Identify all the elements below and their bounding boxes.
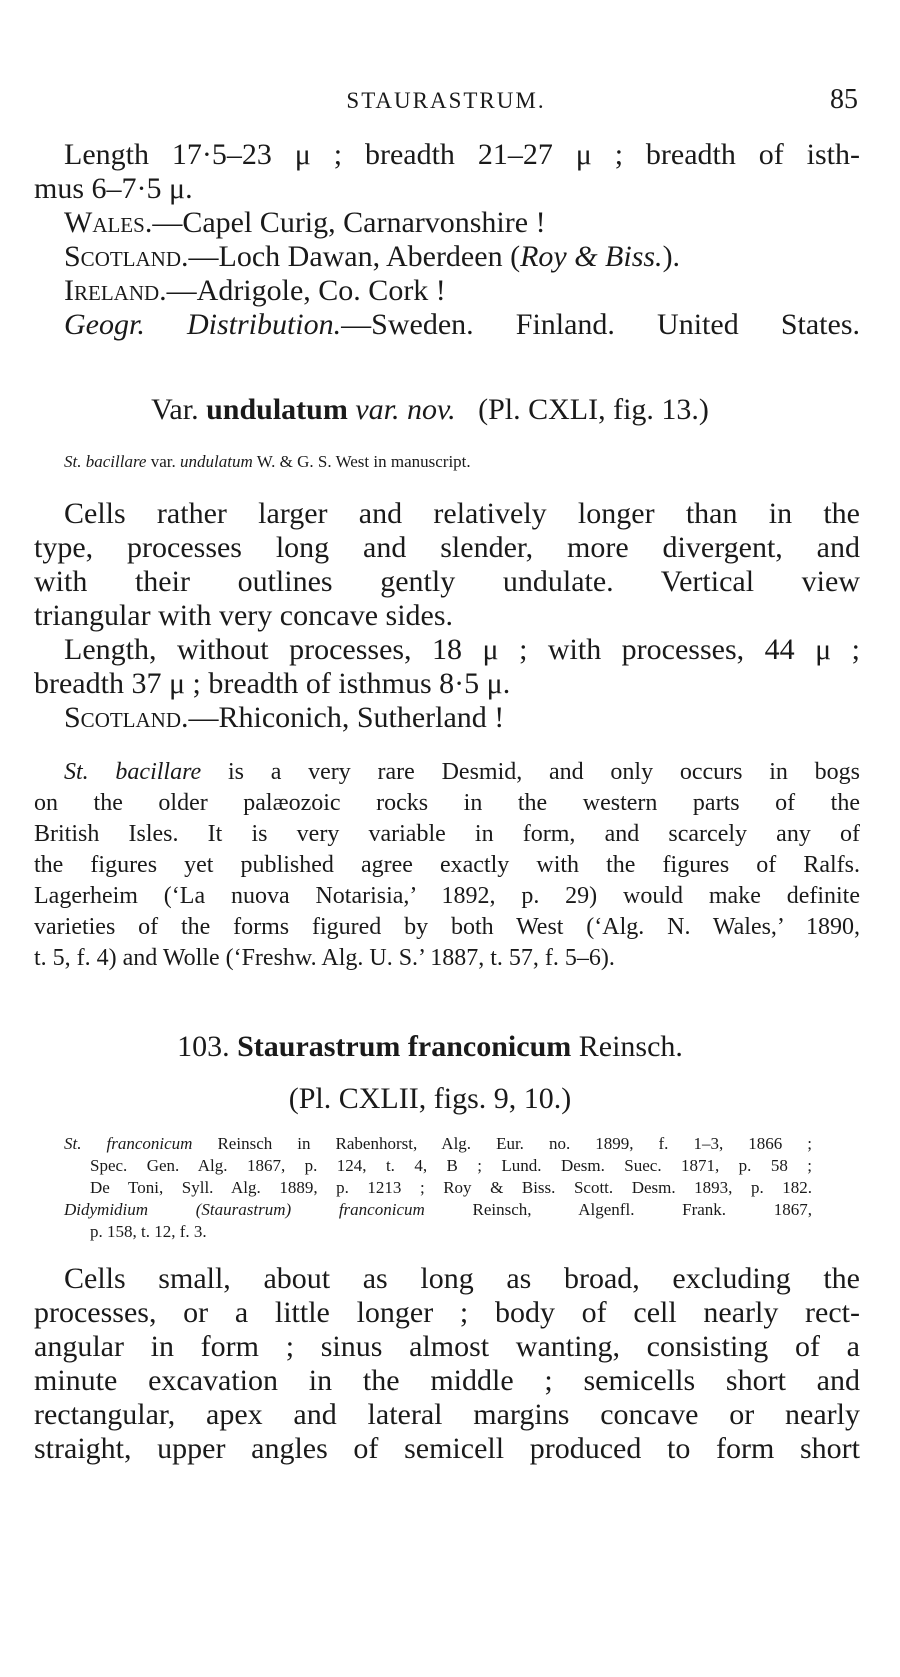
synonym-name: St. franconicum bbox=[64, 1134, 193, 1153]
note-text: is a very rare Desmid, and only occurs in bogs bbox=[227, 759, 860, 785]
text-line: Lagerheim (‘La nuova Notarisia,’ 1892, p. 29) would make definite bbox=[34, 883, 860, 909]
locality-wales bbox=[34, 206, 860, 240]
synonym-text: W. & G. S. West in manuscript. bbox=[256, 452, 471, 471]
locality-text: —Adrigole, Co. Cork ! bbox=[166, 274, 446, 307]
variety-synonym bbox=[64, 451, 704, 473]
synonymy-block bbox=[64, 1133, 812, 1243]
remarks-note bbox=[34, 757, 860, 974]
species-heading bbox=[0, 1030, 860, 1064]
synonym-name: Didymidium (Staurastrum) franconicum bbox=[64, 1200, 425, 1219]
text-line: British Isles. It is very variable in form, and scarcely any of bbox=[34, 821, 860, 847]
locality-text: —Loch Dawan, Aberdeen ( bbox=[188, 240, 521, 273]
synonym-text: Reinsch, Algenfl. Frank. 1867, bbox=[472, 1200, 813, 1219]
synonym-text: var. bbox=[150, 452, 176, 471]
locality-text: —Capel Curig, Carnarvonshire ! bbox=[152, 206, 546, 239]
species-name: St. bacillare bbox=[64, 759, 202, 785]
variety-heading bbox=[0, 393, 860, 427]
locality-text: ). bbox=[662, 240, 681, 273]
var-status: var. nov. bbox=[355, 393, 456, 426]
text-line: with their outlines gently undulate. Vertical view bbox=[34, 565, 860, 598]
authority: Roy & Biss. bbox=[520, 240, 663, 273]
region-label: Scotland. bbox=[64, 240, 189, 273]
text-line: rectangular, apex and lateral margins concave or nearly bbox=[34, 1398, 860, 1431]
distribution-label: Geogr. Distribution. bbox=[64, 308, 342, 341]
locality-scotland bbox=[34, 240, 860, 274]
geographic-distribution bbox=[34, 308, 860, 342]
locality-scotland bbox=[34, 701, 860, 735]
text-line: Cells small, about as long as broad, excluding the bbox=[64, 1262, 860, 1295]
text-line: straight, upper angles of semicell produced to form short bbox=[34, 1432, 860, 1465]
text-line: Cells rather larger and relatively longer than in the bbox=[64, 497, 860, 530]
synonymy-line: p. 158, t. 12, f. 3. bbox=[90, 1222, 207, 1241]
locality-ireland bbox=[34, 274, 860, 308]
synonymy-line bbox=[64, 1199, 812, 1221]
text-line: minute excavation in the middle ; semicells short and bbox=[34, 1364, 860, 1397]
synonymy-line: De Toni, Syll. Alg. 1889, p. 1213 ; Roy & Biss. Scott. Desm. 1893, p. 182. bbox=[90, 1178, 812, 1197]
var-prefix: Var. bbox=[151, 393, 199, 426]
synonymy-line: Spec. Gen. Alg. 1867, p. 124, t. 4, B ; Lund. Desm. Suec. 1871, p. 58 ; bbox=[90, 1156, 812, 1175]
page-header bbox=[34, 82, 858, 122]
variety-description bbox=[34, 497, 860, 735]
species-author: Reinsch. bbox=[578, 1030, 683, 1063]
running-title: STAURASTRUM. bbox=[346, 88, 546, 113]
text-line: Length, without processes, 18 μ ; with processes, 44 μ ; bbox=[64, 633, 860, 666]
text-line: angular in form ; sinus almost wanting, consisting of a bbox=[34, 1330, 860, 1363]
region-label: Scotland. bbox=[64, 701, 189, 734]
text-line: breadth 37 μ ; breadth of isthmus 8·5 μ. bbox=[34, 667, 511, 700]
species-name: Staurastrum franconicum bbox=[237, 1030, 572, 1063]
locality-text: —Rhiconich, Sutherland ! bbox=[188, 701, 505, 734]
text-line: on the older palæozoic rocks in the western parts of the bbox=[34, 790, 860, 816]
species-description bbox=[34, 1262, 860, 1466]
synonym-text: Reinsch in Rabenhorst, Alg. Eur. no. 1899, f. 1–3, 1866 ; bbox=[217, 1134, 812, 1153]
text-line: the figures yet published agree exactly with the figures of Ralfs. bbox=[34, 852, 860, 878]
measurements-block bbox=[34, 138, 860, 342]
text-line: t. 5, f. 4) and Wolle (‘Freshw. Alg. U. S.’ 1887, t. 57, f. 5–6). bbox=[34, 945, 615, 971]
region-label: Ireland. bbox=[64, 274, 167, 307]
text-line: mus 6–7·5 μ. bbox=[34, 172, 193, 205]
distribution-text: —Sweden. Finland. United States. bbox=[341, 308, 860, 341]
text-line bbox=[34, 757, 860, 788]
species-number: 103. bbox=[177, 1030, 230, 1063]
page-number: 85 bbox=[830, 84, 858, 115]
synonym-name: St. bacillare bbox=[64, 452, 147, 471]
plate-reference: (Pl. CXLI, fig. 13.) bbox=[478, 393, 709, 426]
species-plate: (Pl. CXLII, figs. 9, 10.) bbox=[288, 1082, 572, 1115]
text-line: type, processes long and slender, more divergent, and bbox=[34, 531, 860, 564]
text-line: processes, or a little longer ; body of cell nearly rect- bbox=[34, 1296, 860, 1329]
text-line: varieties of the forms figured by both West (‘Alg. N. Wales,’ 1890, bbox=[34, 914, 860, 940]
synonym-epithet: undulatum bbox=[180, 452, 253, 471]
text-line: triangular with very concave sides. bbox=[34, 599, 454, 632]
region-label: Wales. bbox=[64, 206, 153, 239]
var-name: undulatum bbox=[206, 393, 348, 426]
synonymy-line bbox=[64, 1133, 812, 1155]
text-line: Length 17·5–23 μ ; breadth 21–27 μ ; breadth of isth- bbox=[64, 138, 860, 171]
